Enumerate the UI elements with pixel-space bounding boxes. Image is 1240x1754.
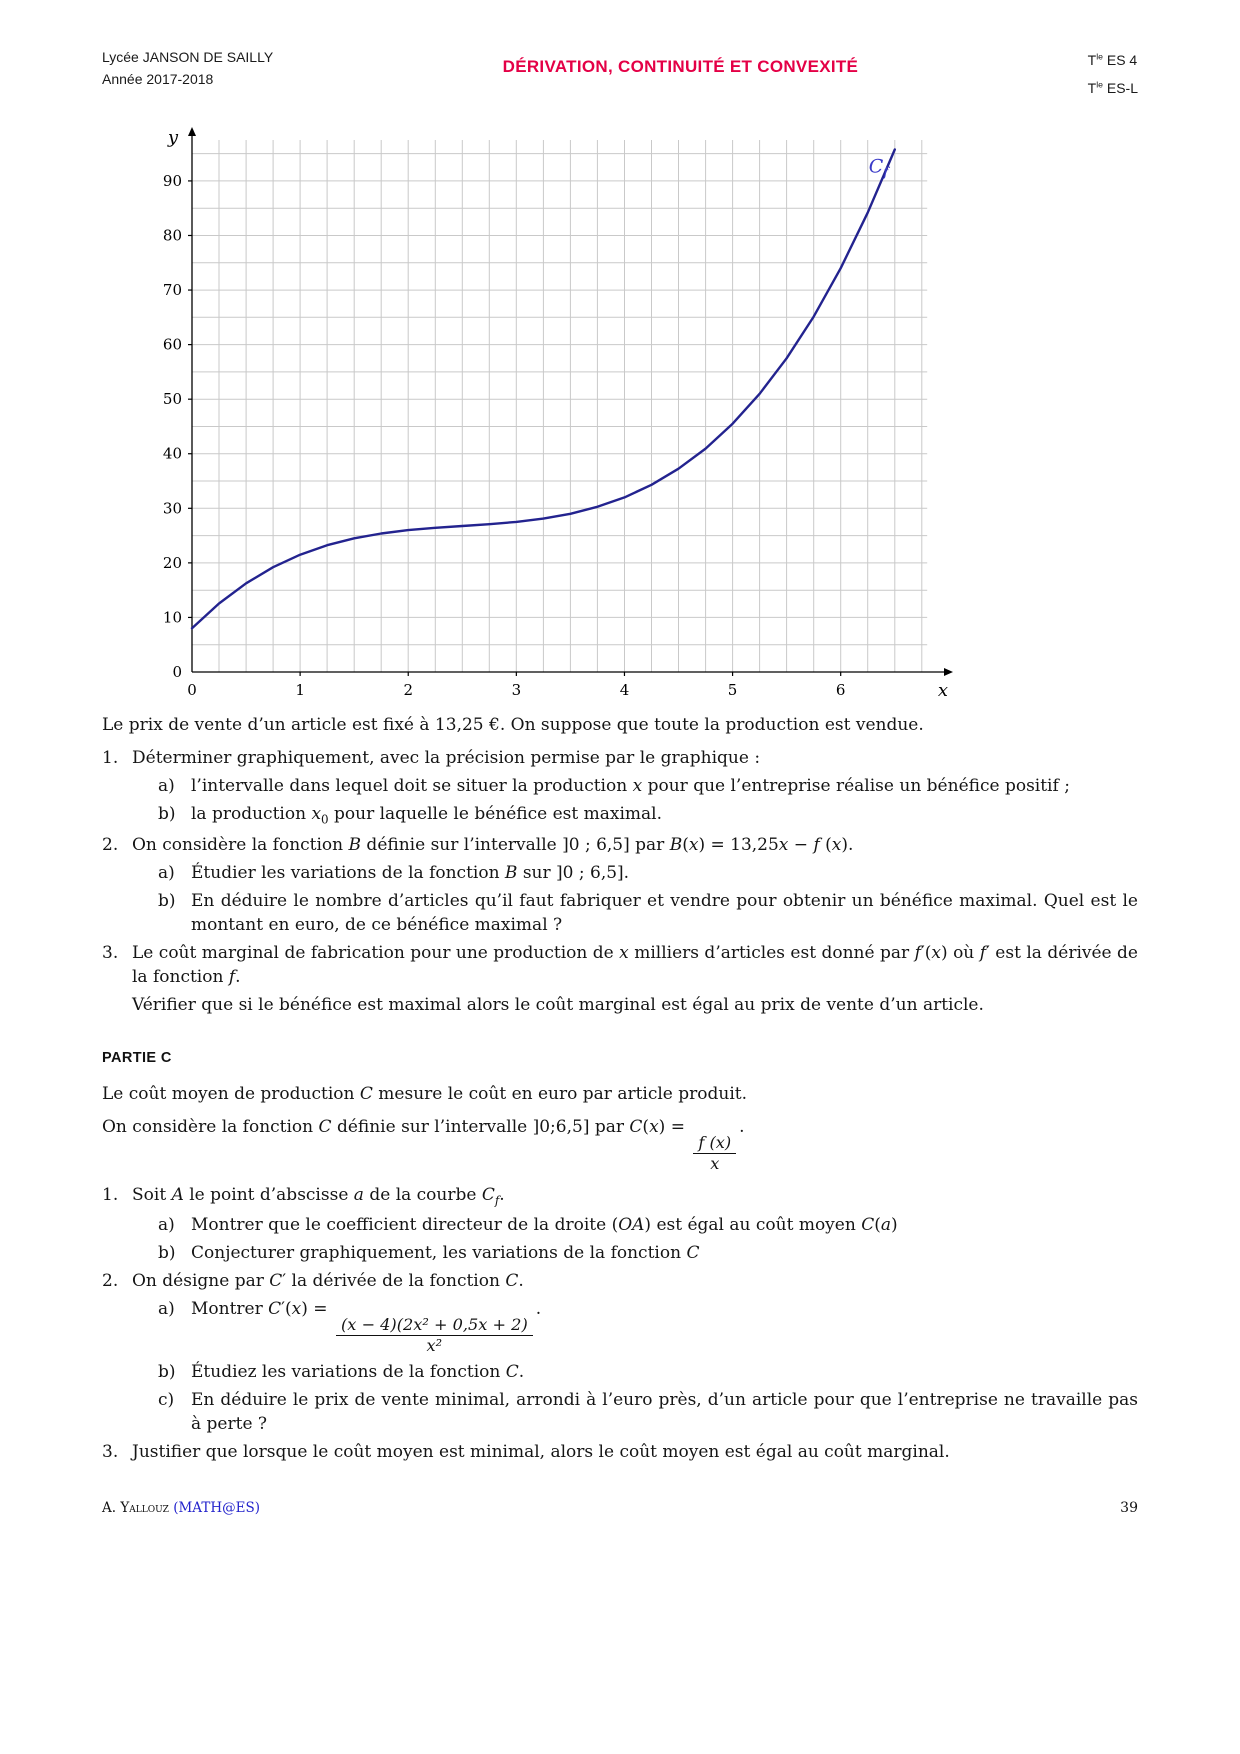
item-label: a) <box>158 1214 175 1235</box>
header-school-block <box>102 46 273 91</box>
item-label: 1. <box>102 748 119 769</box>
item-label: 3. <box>102 1441 119 1462</box>
y-tick-label: 30 <box>162 499 182 518</box>
y-tick-label: 50 <box>162 390 182 409</box>
chart-grid <box>192 140 927 672</box>
list-item <box>102 993 1138 1017</box>
part-c-heading: PARTIE C <box>102 1049 172 1066</box>
item-label: a) <box>158 862 175 883</box>
list-item <box>102 1183 1138 1209</box>
y-axis-label: y <box>167 127 178 148</box>
document-title: DÉRIVATION, CONTINUITÉ ET CONVEXITÉ <box>502 57 859 76</box>
item-text: Soit A le point d’abscisse a de la courbe $C_f$. <box>132 1184 505 1207</box>
list-item <box>158 1360 1138 1384</box>
page-header <box>102 46 1138 102</box>
item-text: Étudier les variations de la fonction B sur ]0 ; 6,5]. <box>191 862 630 883</box>
item-text: l’intervalle dans lequel doit se situer la production x pour que l’entreprise réalise un bénéfice positif ; <box>191 776 1070 797</box>
x-tick-label: 1 <box>295 681 305 699</box>
cost-average-paragraph-1: Le coût moyen de production C mesure le coût en euro par article produit. <box>102 1084 748 1105</box>
item-label: 2. <box>102 834 119 855</box>
tick-labels <box>163 172 846 699</box>
class-label-2: $T^{le}$ ES-L <box>1087 79 1138 96</box>
item-label: 1. <box>102 1184 119 1205</box>
school-name: Lycée JANSON DE SAILLY <box>102 49 274 65</box>
y-tick-label: 0 <box>172 663 182 681</box>
item-text: Montrer C′(x) = $\frac{\text{(x − 4)(2x² + 0,5x + 2)}}{\text{x²}}$ . <box>191 1299 542 1356</box>
item-label: 3. <box>102 943 119 964</box>
fraction-denominator: x <box>710 1154 720 1174</box>
y-tick-label: 60 <box>162 335 182 354</box>
item-text: Montrer que le coefficient directeur de la droite (OA) est égal au coût moyen C(a) <box>191 1214 898 1235</box>
item-text: En déduire le prix de vente minimal, arrondi à l’euro près, d’un article pour que l’entreprise ne travaille pas à perte ? <box>191 1389 1138 1434</box>
y-tick-label: 90 <box>162 171 182 190</box>
item-text: Conjecturer graphiquement, les variations de la fonction C <box>191 1243 700 1263</box>
exercise-body <box>102 713 1138 1464</box>
fraction-denominator: x² <box>426 1336 443 1356</box>
item-text: On considère la fonction B définie sur l’intervalle ]0 ; 6,5] par B(x) = 13,25x − f (x). <box>132 834 854 855</box>
list-item <box>158 774 1138 798</box>
y-tick-label: 80 <box>162 226 182 245</box>
footer-credit <box>102 1500 260 1516</box>
list-item <box>158 861 1138 885</box>
item-text: la production $x_0$ pour laquelle le bénéfice est maximal. <box>191 804 662 827</box>
x-tick-label: 4 <box>619 681 630 699</box>
fraction <box>336 1316 533 1355</box>
x-tick-label: 6 <box>835 681 846 699</box>
list-item <box>102 746 1138 770</box>
function-graph-wrapper <box>140 126 1138 704</box>
intro-paragraph: Le prix de vente d’un article est fixé à 13,25 €. On suppose que toute la production est vendue. <box>102 715 924 735</box>
item-label <box>102 993 132 1017</box>
school-year: Année 2017-2018 <box>102 71 214 88</box>
list-item <box>102 1440 1138 1464</box>
page-number: 39 <box>1120 1500 1138 1516</box>
y-tick-label: 70 <box>162 281 182 300</box>
y-axis-arrow <box>188 127 196 136</box>
item-text: Le coût marginal de fabrication pour une production de x milliers d’articles est donné par f′(x) où f′ est la dérivée de la fonction f. <box>132 943 1138 988</box>
header-class-block <box>1088 46 1138 102</box>
item-label: b) <box>158 1243 176 1263</box>
item-label: c) <box>158 1389 175 1410</box>
item-label: 2. <box>102 1271 119 1292</box>
list-item <box>102 1269 1138 1293</box>
item-text: Justifier que lorsque le coût moyen est minimal, alors le coût moyen est égal au coût marginal. <box>132 1441 950 1462</box>
fraction-numerator: f (x) <box>693 1134 736 1154</box>
cost-function-chart <box>140 126 956 704</box>
item-text: Déterminer graphiquement, avec la précision permise par le graphique : <box>132 748 761 769</box>
item-label: a) <box>158 1299 175 1320</box>
list-item <box>158 1241 1138 1265</box>
footer-site-link: (MATH@ES) <box>173 1500 260 1516</box>
item-text: Vérifier que si le bénéfice est maximal alors le coût marginal est égal au prix de vente d’un article. <box>132 995 984 1016</box>
y-tick-label: 40 <box>162 444 182 463</box>
footer-author: A. Yallouz <box>102 1500 169 1516</box>
list-item <box>158 802 1138 828</box>
item-label: b) <box>158 1361 176 1382</box>
cost-average-paragraph-2: On considère la fonction C définie sur l’intervalle ]0;6,5] par C(x) = $\frac{f (x)}{x}$ . <box>102 1117 745 1174</box>
list-item <box>158 889 1138 937</box>
exercise-part-b-list <box>102 746 1138 1017</box>
list-item <box>158 1213 1138 1237</box>
x-tick-label: 0 <box>187 681 197 699</box>
y-tick-label: 20 <box>162 553 182 572</box>
fraction <box>693 1134 736 1173</box>
fraction-numerator: (x − 4)(2x² + 0,5x + 2) <box>336 1316 533 1336</box>
class-label-1: $T^{le}$ ES 4 <box>1087 51 1138 68</box>
x-tick-label: 2 <box>403 681 414 699</box>
list-item <box>102 833 1138 857</box>
x-axis-arrow <box>944 668 953 676</box>
curve-label: $C_f$ <box>868 155 889 181</box>
item-text: On désigne par C′ la dérivée de la fonction C. <box>132 1271 524 1292</box>
x-axis-label: x <box>937 680 948 701</box>
page-footer <box>102 1500 1138 1516</box>
list-item <box>158 1297 1138 1355</box>
x-tick-label: 5 <box>727 681 738 699</box>
exercise-part-c-list <box>102 1183 1138 1465</box>
y-tick-label: 10 <box>162 608 182 627</box>
list-item <box>158 1388 1138 1436</box>
item-label: b) <box>158 890 176 911</box>
item-text: En déduire le nombre d’articles qu’il faut fabriquer et vendre pour obtenir un bénéfice maximal. Quel est le montant en euro, de ce bénéfice maximal ? <box>191 890 1138 936</box>
item-label: a) <box>158 776 175 797</box>
list-item <box>102 941 1138 989</box>
x-tick-label: 3 <box>511 681 522 699</box>
item-text: Étudiez les variations de la fonction C. <box>191 1361 525 1382</box>
item-label: b) <box>158 804 176 825</box>
